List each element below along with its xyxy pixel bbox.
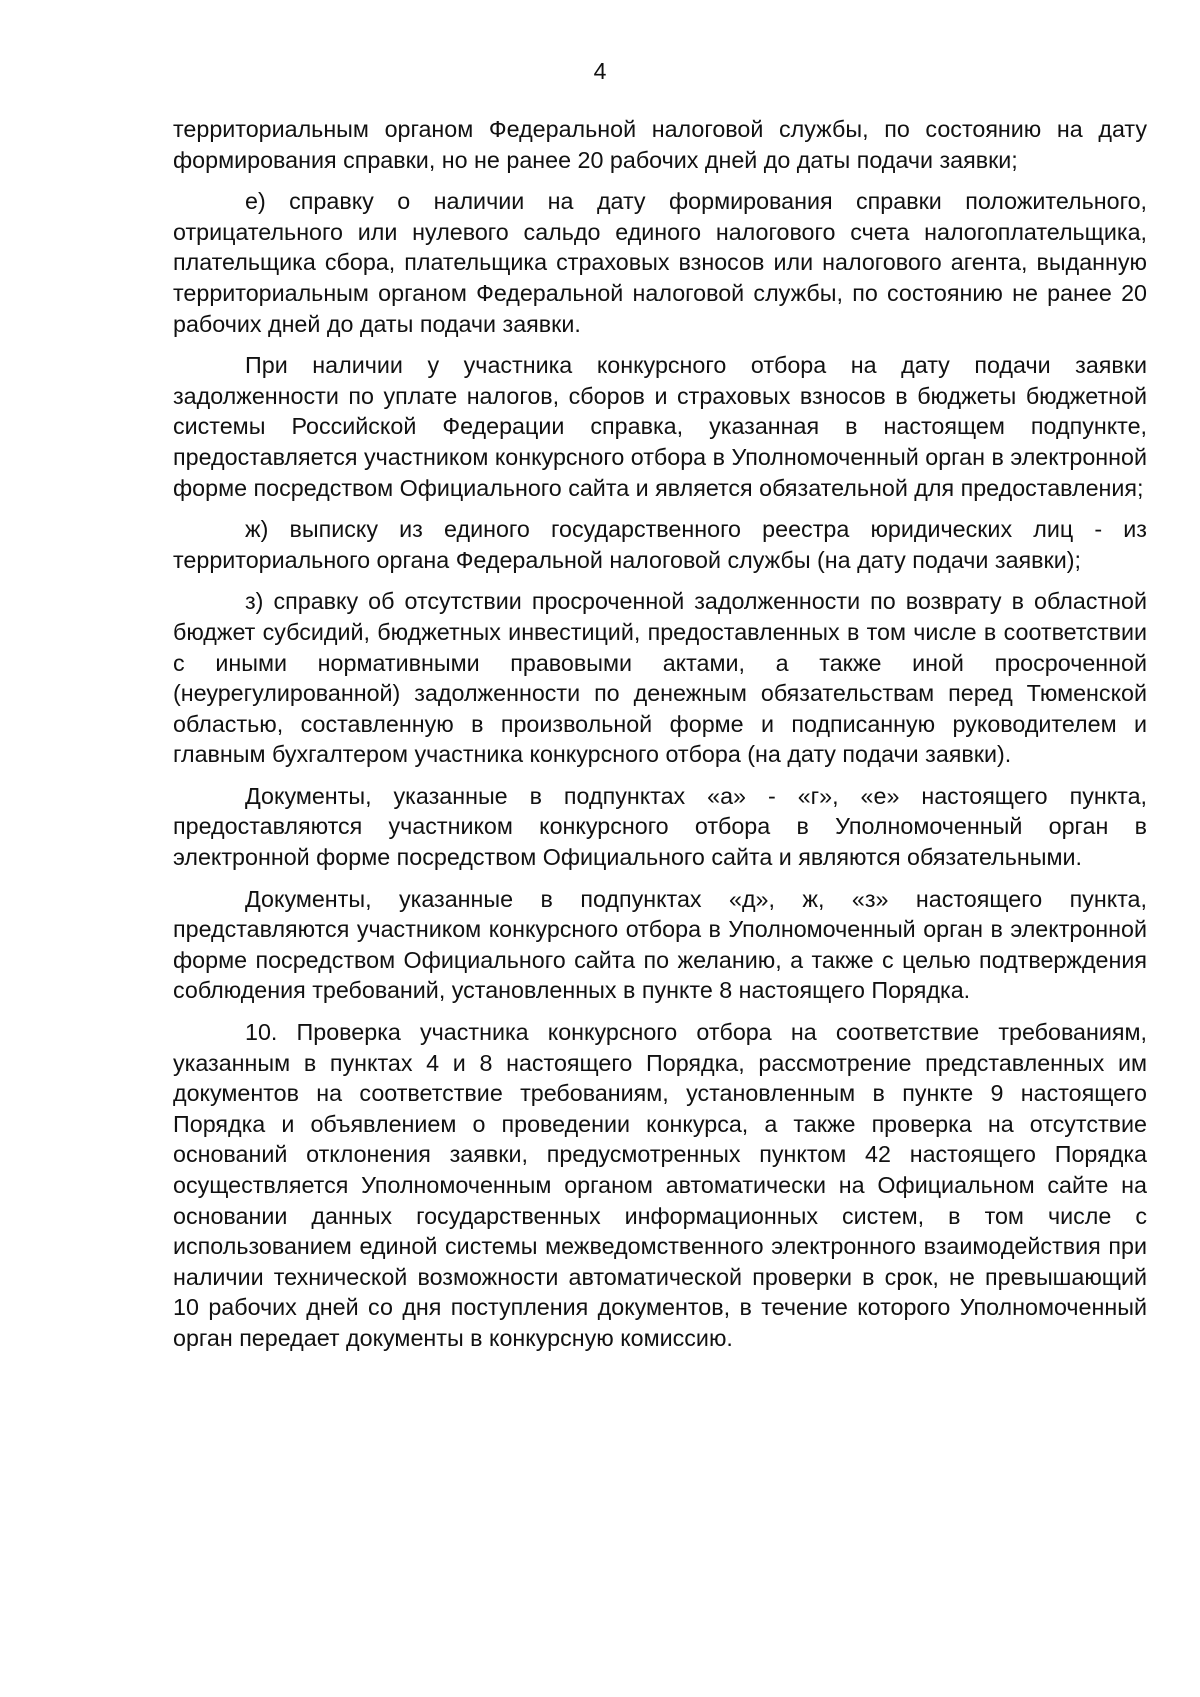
- paragraph-debt-certificate: При наличии у участника конкурсного отбора на дату подачи заявки задолженности по уплате налогов, сборов и страховых взносов в бюджеты бюджетной системы Российской Федерации справка, указанная в настоящем подпункте, предоставляется участником конкурсного отбора в Уполномоченный орган в электронной форме посредством Официального сайта и является обязательной для предоставления;: [173, 352, 1147, 501]
- paragraph-item-e: е) справку о наличии на дату формирования справки положительного, отрицательного или нулевого сальдо единого налогового счета налогоплательщика, плательщика сбора, плательщика страховых взносов или налогового агента, выданную территориальным органом Федеральной налоговой службы, по состоянию не ранее 20 рабочих дней до даты подачи заявки.: [173, 188, 1147, 337]
- paragraph-continuation: территориальным органом Федеральной налоговой службы, по состоянию на дату формирования справки, но не ранее 20 рабочих дней до даты подачи заявки;: [173, 116, 1147, 173]
- paragraph-item-z: з) справку об отсутствии просроченной задолженности по возврату в областной бюджет субсидий, бюджетных инвестиций, предоставленных в том числе в соответствии с иными нормативными правовыми актами, а также иной просроченной (неурегулированной) задолженности по денежным обязательствам перед Тюменской областью, составленную в произвольной форме и подписанную руководителем и главным бухгалтером участника конкурсного отбора (на дату подачи заявки).: [173, 588, 1147, 768]
- paragraph-item-zh: ж) выписку из единого государственного реестра юридических лиц - из территориального органа Федеральной налоговой службы (на дату подачи заявки);: [173, 516, 1147, 573]
- page-number: 4: [593, 58, 607, 84]
- paragraph-mandatory-documents: Документы, указанные в подпунктах «а» - «г», «е» настоящего пункта, предоставляются участником конкурсного отбора в Уполномоченный орган в электронной форме посредством Официального сайта и являются обязательными.: [173, 782, 1147, 871]
- paragraph-item-10: 10. Проверка участника конкурсного отбора на соответствие требованиям, указанным в пунктах 4 и 8 настоящего Порядка, рассмотрение представленных им документов на соответствие требованиям, установленным в пункте 9 настоящего Порядка и объявлением о проведении конкурса, а также проверка на отсутствие оснований отклонения заявки, предусмотренных пунктом 42 настоящего Порядка осуществляется Уполномоченным органом автоматически на Официальном сайте на основании данных государственных информационных систем, в том числе с использованием единой системы межведомственного электронного взаимодействия при наличии технической возможности автоматической проверки в срок, не превышающий 10 рабочих дней со дня поступления документов, в течение которого Уполномоченный орган передает документы в конкурсную комиссию.: [173, 1019, 1147, 1351]
- paragraph-optional-documents: Документы, указанные в подпунктах «д», ж, «з» настоящего пункта, представляются участником конкурсного отбора в Уполномоченный орган в электронной форме посредством Официального сайта по желанию, а также с целью подтверждения соблюдения требований, установленных в пункте 8 настоящего Порядка.: [173, 885, 1147, 1004]
- document-body: [173, 114, 1147, 1354]
